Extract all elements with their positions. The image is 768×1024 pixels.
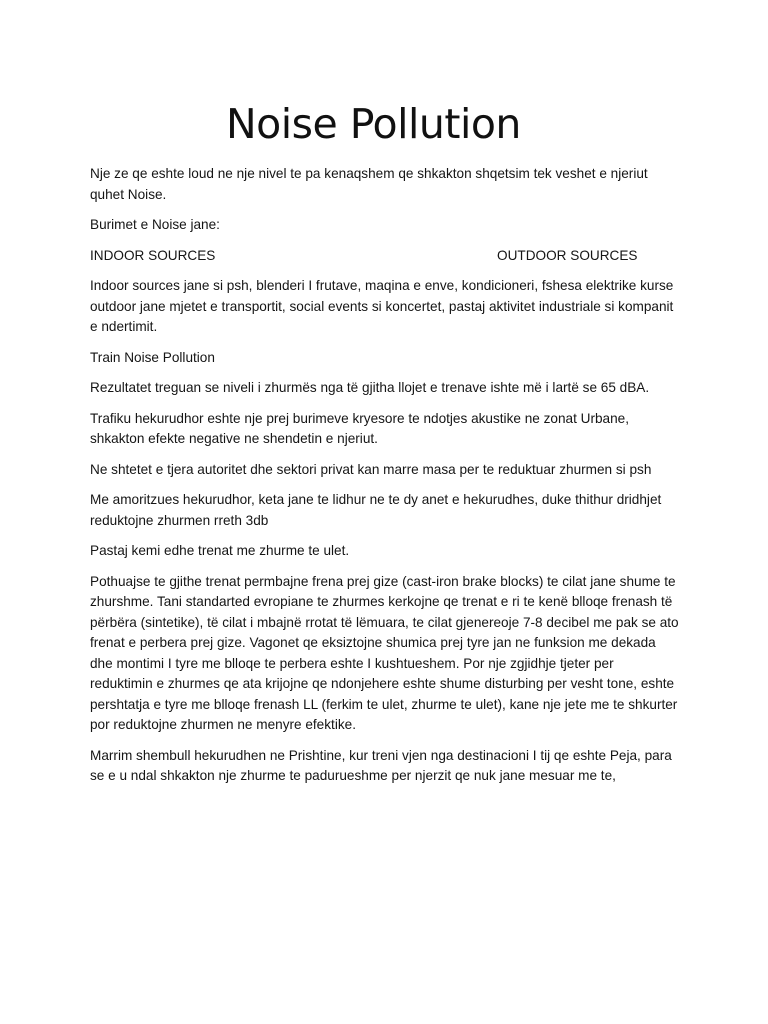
document-body xyxy=(90,164,680,797)
sources-header-row xyxy=(90,246,680,267)
paragraph-pristina-example: Marrim shembull hekurudhen ne Prishtine, kur treni vjen nga destinacioni I tij qe eshte Peja, para se e u ndal shkakton nje zhurme te padurueshme per njerzit qe nuk jane mesuar me te, xyxy=(90,747,672,783)
paragraph-sources-intro: Burimet e Noise jane: xyxy=(90,217,220,232)
paragraph-train-heading: Train Noise Pollution xyxy=(90,349,215,365)
paragraph-measures: Ne shtetet e tjera autoritet dhe sektori privat kan marre masa per te reduktuar zhurmen si psh xyxy=(90,461,652,477)
paragraph-low-noise-trains: Pastaj kemi edhe trenat me zhurme te ulet. xyxy=(90,543,350,558)
paragraph-dampers: Me amoritzues hekurudhor, keta jane te lidhur ne te dy anet e hekurudhes, duke thithur dridhjet reduktojne zhurmen rreth 3db xyxy=(90,492,662,528)
paragraph-definition: Nje ze qe eshte loud ne nje nivel te pa kenaqshem qe shkakton shqetsim tek veshet e njeriut quhet Noise. xyxy=(90,166,648,202)
paragraph-sources-examples: Indoor sources jane si psh, blenderi I frutave, maqina e enve, kondicioneri, fshesa elektrike kurse outdoor jane mjetet e transportit, social events si koncertet, pastaj aktivitet industriale si kompanit e ndertimit. xyxy=(90,278,674,334)
indoor-sources-label: INDOOR SOURCES xyxy=(90,247,216,263)
paragraph-brake-blocks: Pothuajse te gjithe trenat permbajne frena prej gize (cast-iron brake blocks) te cilat jane shume te zhurshme. Tani standarted evropiane te zhurmes kerkojne qe trenat e ri te kenë blloqe frenash të përbëra (sintetike), të cilat i mbajnë rrotat të lëmuara, te cilat gjenereoje 7-8 decibel me pak se ato frenat e perbera prej gize. Vagonet qe eksiztojne shumica prej tyre jan ne funksion me dekada dhe montimi I tyre me blloqe te perbera eshte I kushtueshem. Por nje zgjidhje tjeter per reduktimin e zhurmes qe ata krijojne qe ndonjehere eshte shume disturbing per vesht tone, eshte pershtatja e tyre me blloqe frenash LL (ferkim te ulet, zhurme te ulet), kane nje jete me te shkurter por reduktojne zhurmen ne menyre efektike. xyxy=(90,573,679,732)
paragraph-rail-traffic: Trafiku hekurudhor eshte nje prej burimeve kryesore te ndotjes akustike ne zonat Urbane, shkakton efekte negative ne shendetin e njeriut. xyxy=(90,410,630,446)
outdoor-sources-label: OUTDOOR SOURCES xyxy=(497,247,638,263)
document-title: Noise Pollution xyxy=(226,100,521,148)
paragraph-results: Rezultatet treguan se niveli i zhurmës nga të gjitha llojet e trenave ishte më i lartë se 65 dBA. xyxy=(90,380,650,395)
